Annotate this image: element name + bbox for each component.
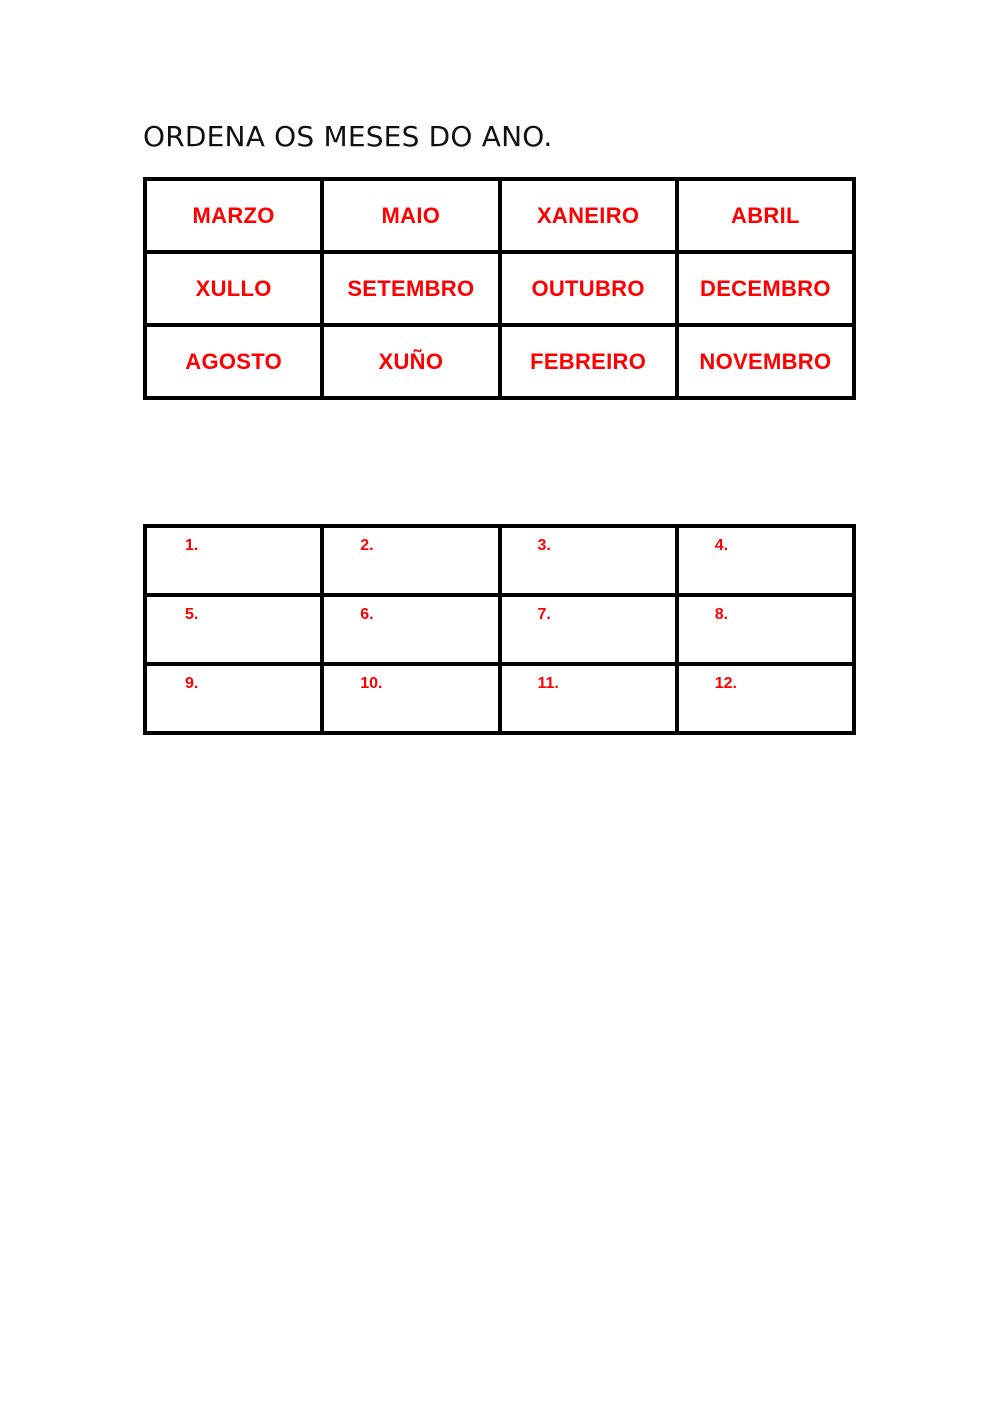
answer-slot[interactable]: 6. [322, 595, 499, 664]
answer-slot[interactable]: 9. [145, 664, 322, 733]
month-cell[interactable]: MARZO [145, 179, 322, 252]
month-cell[interactable]: MAIO [322, 179, 499, 252]
month-cell[interactable]: XANEIRO [500, 179, 677, 252]
page-title: ORDENA OS MESES DO ANO. [143, 120, 553, 153]
table-row [145, 325, 854, 398]
answer-slot[interactable]: 12. [677, 664, 854, 733]
table-row [145, 252, 854, 325]
answer-table [143, 524, 856, 735]
month-cell[interactable]: FEBREIRO [500, 325, 677, 398]
month-cell[interactable]: SETEMBRO [322, 252, 499, 325]
month-cell[interactable]: OUTUBRO [500, 252, 677, 325]
answer-slot[interactable]: 3. [500, 526, 677, 595]
month-cell[interactable]: AGOSTO [145, 325, 322, 398]
table-row [145, 526, 854, 595]
answer-slot[interactable]: 4. [677, 526, 854, 595]
answer-slot[interactable]: 8. [677, 595, 854, 664]
table-row [145, 664, 854, 733]
table-row [145, 179, 854, 252]
answer-slot[interactable]: 10. [322, 664, 499, 733]
month-cell[interactable]: XULLO [145, 252, 322, 325]
months-table [143, 177, 856, 400]
answer-slot[interactable]: 2. [322, 526, 499, 595]
month-cell[interactable]: ABRIL [677, 179, 854, 252]
answer-slot[interactable]: 5. [145, 595, 322, 664]
month-cell[interactable]: XUÑO [322, 325, 499, 398]
answer-slot[interactable]: 7. [500, 595, 677, 664]
month-cell[interactable]: NOVEMBRO [677, 325, 854, 398]
month-cell[interactable]: DECEMBRO [677, 252, 854, 325]
answer-slot[interactable]: 11. [500, 664, 677, 733]
table-row [145, 595, 854, 664]
answer-slot[interactable]: 1. [145, 526, 322, 595]
